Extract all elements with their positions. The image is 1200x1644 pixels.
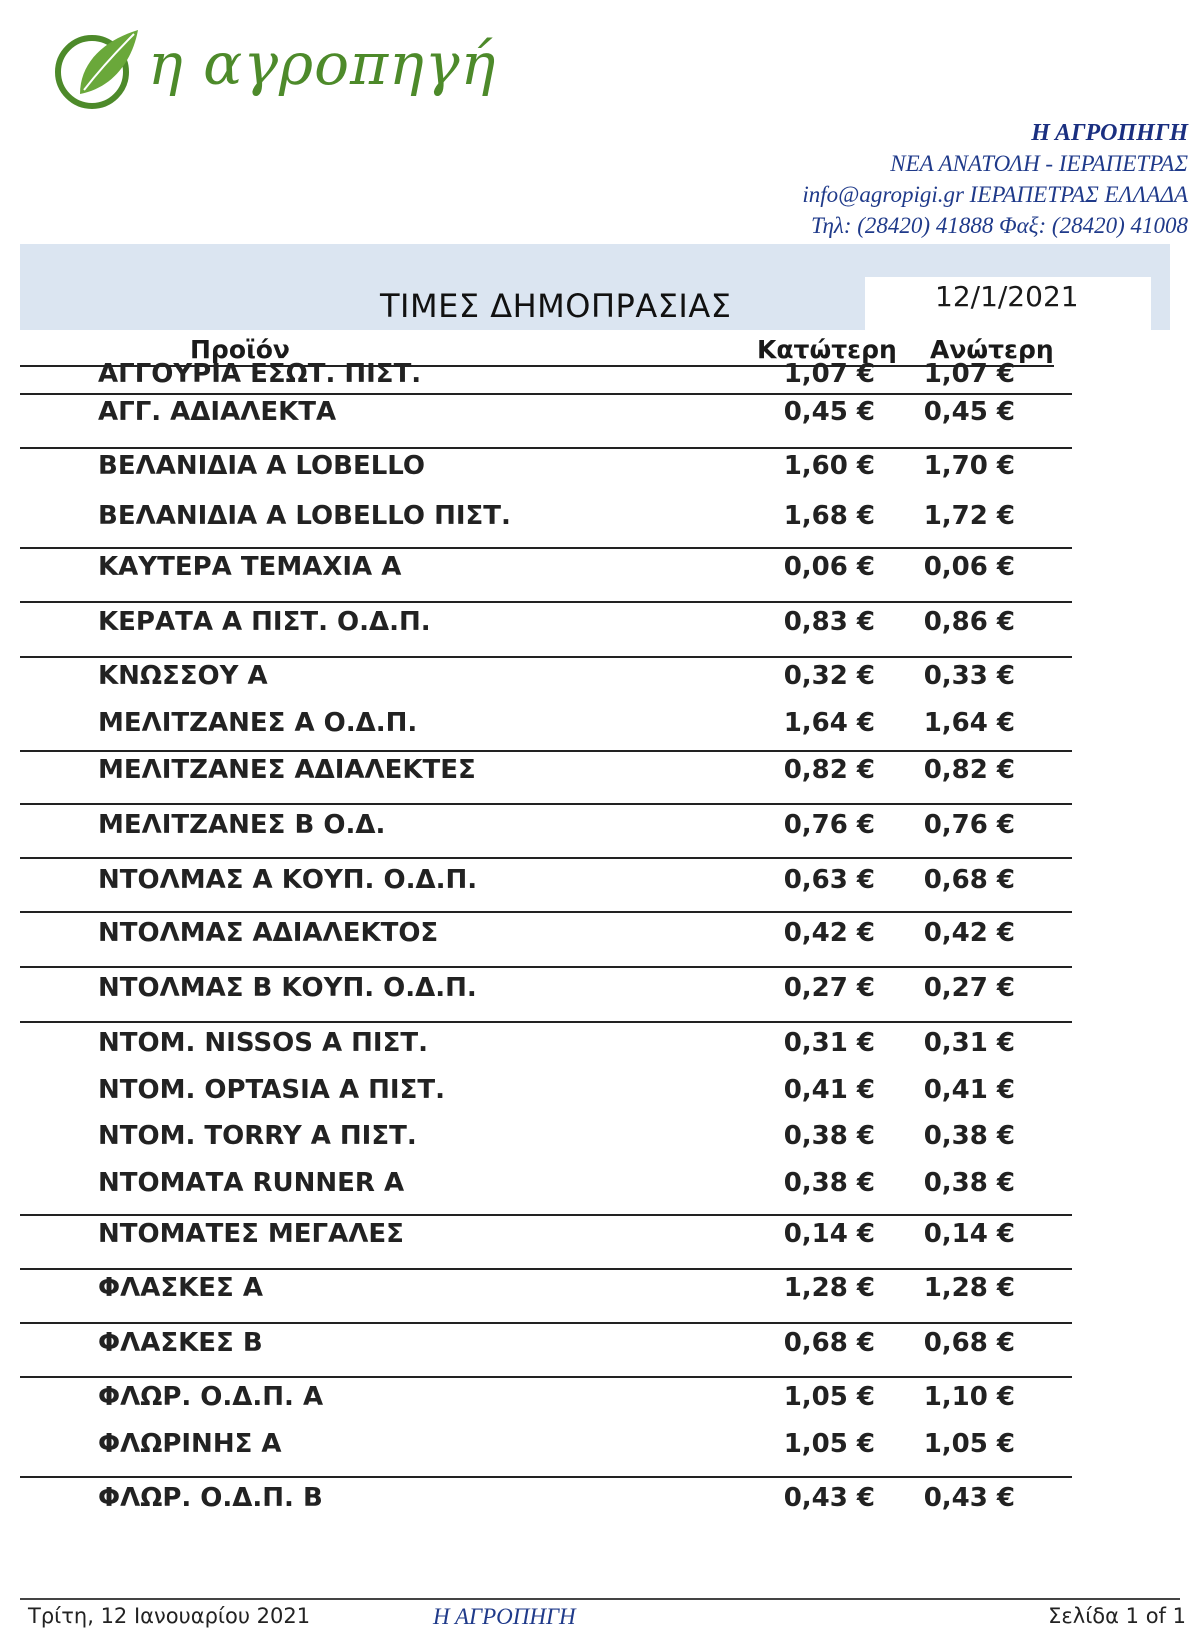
row-divider (20, 1214, 1072, 1216)
product-name: ΦΛΩΡ. Ο.Δ.Π. Β (98, 1483, 323, 1513)
product-name: ΚΝΩΣΣΟΥ Α (98, 661, 268, 691)
row-divider (20, 1322, 1072, 1324)
product-name: ΝΤΟΜ. OPTASIA Α ΠΙΣΤ. (98, 1075, 445, 1105)
price-low: 0,45 € (783, 397, 875, 427)
product-name: ΚΑΥΤΕΡΑ ΤΕΜΑΧΙΑ Α (98, 552, 402, 582)
price-high: 1,70 € (923, 451, 1015, 481)
row-divider (20, 393, 1072, 395)
product-name: ΦΛΑΣΚΕΣ Α (98, 1273, 263, 1303)
price-low: 1,60 € (783, 451, 875, 481)
price-low: 1,28 € (783, 1273, 875, 1303)
product-name: ΝΤΟΛΜΑΣ Β ΚΟΥΠ. Ο.Δ.Π. (98, 973, 477, 1003)
price-high: 0,42 € (923, 918, 1015, 948)
price-low: 0,41 € (783, 1075, 875, 1105)
row-divider (20, 750, 1072, 752)
footer-date: Τρίτη, 12 Ιανουαρίου 2021 (28, 1604, 311, 1628)
row-divider (20, 656, 1072, 658)
product-name: ΦΛΩΡ. Ο.Δ.Π. Α (98, 1382, 324, 1412)
price-low: 1,05 € (783, 1382, 875, 1412)
row-divider (20, 966, 1072, 968)
product-name: ΜΕΛΙΤΖΑΝΕΣ Β Ο.Δ. (98, 810, 386, 840)
product-name: ΦΛΑΣΚΕΣ Β (98, 1328, 263, 1358)
product-name: ΒΕΛΑΝΙΔΙΑ Α LOBELLO (98, 451, 426, 481)
price-high: 0,76 € (923, 810, 1015, 840)
row-divider (20, 1021, 1072, 1023)
price-low: 0,68 € (783, 1328, 875, 1358)
product-name: ΝΤΟΜ. NISSOS Α ΠΙΣΤ. (98, 1028, 428, 1058)
auction-date: 12/1/2021 (935, 280, 1079, 313)
company-name: Η ΑΓΡΟΠΗΓΗ (1031, 120, 1188, 146)
price-low: 0,38 € (783, 1121, 875, 1151)
row-divider (20, 857, 1072, 859)
table-row (0, 806, 1200, 846)
price-high: 0,86 € (923, 607, 1015, 637)
company-info (802, 118, 1188, 241)
table-row (0, 1071, 1200, 1111)
footer-company: Η ΑΓΡΟΠΗΓΗ (433, 1604, 576, 1629)
product-name: ΜΕΛΙΤΖΑΝΕΣ Α Ο.Δ.Π. (98, 708, 418, 738)
table-row (0, 1024, 1200, 1064)
table-row (0, 969, 1200, 1009)
row-divider (20, 447, 1072, 449)
table-row (0, 1479, 1200, 1519)
product-name: ΝΤΟΜΑΤΕΣ ΜΕΓΑΛΕΣ (98, 1219, 404, 1249)
product-name: ΒΕΛΑΝΙΔΙΑ Α LOBELLO ΠΙΣΤ. (98, 501, 511, 531)
column-header-high: Ανώτερη (930, 335, 1054, 367)
row-divider (20, 803, 1072, 805)
price-high: 0,41 € (923, 1075, 1015, 1105)
price-low: 1,07 € (783, 359, 875, 389)
table-row (0, 1164, 1200, 1204)
table-row (0, 1269, 1200, 1309)
price-low: 0,27 € (783, 973, 875, 1003)
product-name: ΝΤΟΜ. TORRY Α ΠΙΣΤ. (98, 1121, 417, 1151)
price-high: 0,43 € (923, 1483, 1015, 1513)
price-low: 0,31 € (783, 1028, 875, 1058)
table-row (0, 603, 1200, 643)
price-low: 0,82 € (783, 755, 875, 785)
product-name: ΜΕΛΙΤΖΑΝΕΣ ΑΔΙΑΛΕΚΤΕΣ (98, 755, 476, 785)
row-divider (20, 1376, 1072, 1378)
table-row (0, 355, 1200, 395)
company-phone: Τηλ: (28420) 41888 Φαξ: (28420) 41008 (810, 213, 1188, 238)
row-divider (20, 1476, 1072, 1478)
table-row (0, 1324, 1200, 1364)
price-low: 0,76 € (783, 810, 875, 840)
company-address: ΝΕΑ ΑΝΑΤΟΛΗ - ΙΕΡΑΠΕΤΡΑΣ (890, 151, 1188, 176)
table-row (0, 393, 1200, 433)
price-high: 0,27 € (923, 973, 1015, 1003)
row-divider (20, 911, 1072, 913)
logo-wordmark: η αγροπηγή (148, 30, 497, 98)
column-header-product: Προϊόν (190, 335, 290, 367)
price-high: 0,38 € (923, 1121, 1015, 1151)
company-logo (50, 22, 497, 112)
product-name: ΦΛΩΡΙΝΗΣ Α (98, 1429, 282, 1459)
table-row (0, 1117, 1200, 1157)
table-row (0, 861, 1200, 901)
price-high: 0,68 € (923, 1328, 1015, 1358)
price-high: 0,06 € (923, 552, 1015, 582)
price-high: 1,64 € (923, 708, 1015, 738)
leaf-logo-icon (50, 22, 145, 112)
price-high: 0,38 € (923, 1168, 1015, 1198)
page-title: ΤΙΜΕΣ ΔΗΜΟΠΡΑΣΙΑΣ (380, 287, 732, 325)
product-name: ΝΤΟΛΜΑΣ ΑΔΙΑΛΕΚΤΟΣ (98, 918, 439, 948)
product-name: ΑΓΓΟΥΡΙΑ ΕΣΩΤ. ΠΙΣΤ. (98, 359, 422, 389)
table-row (0, 497, 1200, 537)
price-low: 0,06 € (783, 552, 875, 582)
table-row (0, 1378, 1200, 1418)
price-low: 1,05 € (783, 1429, 875, 1459)
price-low: 0,32 € (783, 661, 875, 691)
price-high: 0,33 € (923, 661, 1015, 691)
price-low: 1,68 € (783, 501, 875, 531)
footer-page-number: Σελίδα 1 of 1 (1048, 1604, 1186, 1628)
table-row (0, 914, 1200, 954)
product-name: ΝΤΟΛΜΑΣ Α ΚΟΥΠ. Ο.Δ.Π. (98, 865, 478, 895)
row-divider (20, 601, 1072, 603)
table-row (0, 704, 1200, 744)
product-name: ΝΤΟΜΑΤΑ RUNNER Α (98, 1168, 405, 1198)
price-high: 1,07 € (923, 359, 1015, 389)
price-high: 0,45 € (923, 397, 1015, 427)
product-name: ΑΓΓ. ΑΔΙΑΛΕΚΤΑ (98, 397, 337, 427)
price-high: 0,68 € (923, 865, 1015, 895)
price-high: 1,05 € (923, 1429, 1015, 1459)
table-row (0, 447, 1200, 487)
column-header-low: Κατώτερη (757, 335, 897, 367)
price-low: 0,38 € (783, 1168, 875, 1198)
price-low: 0,83 € (783, 607, 875, 637)
table-row (0, 1425, 1200, 1465)
price-high: 1,28 € (923, 1273, 1015, 1303)
price-high: 0,31 € (923, 1028, 1015, 1058)
table-row (0, 1215, 1200, 1255)
price-high: 0,82 € (923, 755, 1015, 785)
price-low: 0,43 € (783, 1483, 875, 1513)
price-low: 0,42 € (783, 918, 875, 948)
table-row (0, 751, 1200, 791)
price-low: 0,14 € (783, 1219, 875, 1249)
footer-divider (20, 1598, 1180, 1600)
table-row (0, 657, 1200, 697)
price-high: 1,10 € (923, 1382, 1015, 1412)
row-divider (20, 547, 1072, 549)
price-high: 0,14 € (923, 1219, 1015, 1249)
price-low: 1,64 € (783, 708, 875, 738)
price-high: 1,72 € (923, 501, 1015, 531)
product-name: ΚΕΡΑΤΑ Α ΠΙΣΤ. Ο.Δ.Π. (98, 607, 431, 637)
row-divider (20, 1268, 1072, 1270)
company-email: info@agropigi.gr ΙΕΡΑΠΕΤΡΑΣ ΕΛΛΑΔΑ (802, 182, 1188, 207)
table-row (0, 548, 1200, 588)
price-low: 0,63 € (783, 865, 875, 895)
